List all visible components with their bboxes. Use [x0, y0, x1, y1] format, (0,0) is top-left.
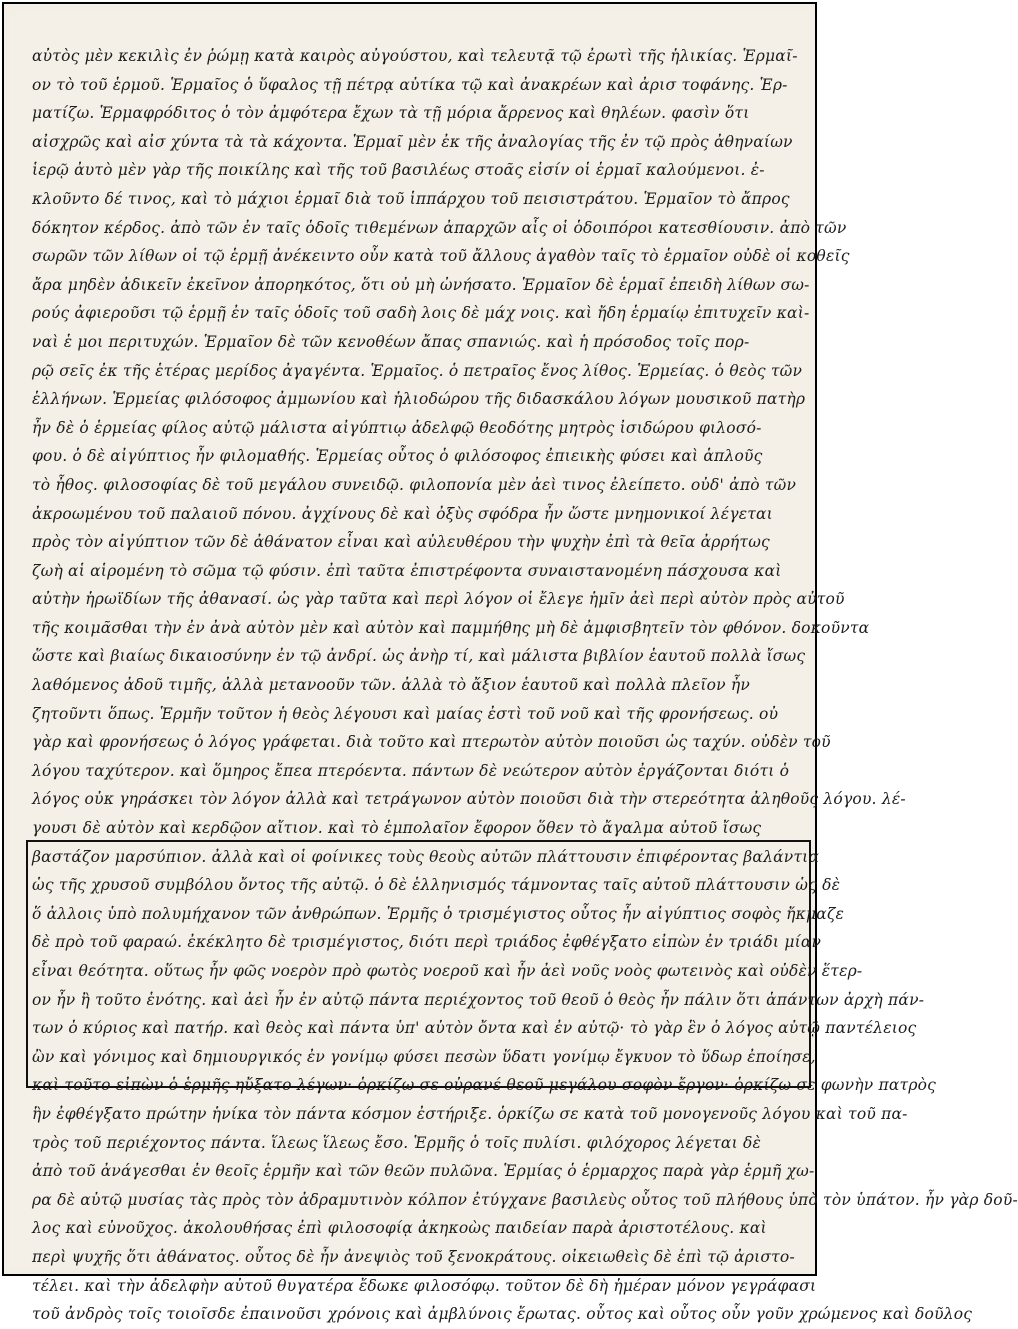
text-line: αἰσχρῶς καὶ αἰσ χύντα τὰ τὰ κάχοντα. Ἑρμαῖ μὲν ἐκ τῆς ἀναλογίας τῆς ἐν τῷ πρὸς ἀθηναίων: [32, 132, 793, 151]
text-line: ζωὴ αἱ αἱρομένη τὸ σῶμα τῷ φύσιν. ἐπὶ ταῦτα ἐπιστρέφοντα συναιστανομένη πάσχουσα καὶ: [32, 561, 782, 580]
text-line: λόγου ταχύτερον. καὶ ὅμηρος ἔπεα πτερόεντα. πάντων δὲ νεώτερον αὐτὸν ἐργάζονται διότι ὁ: [32, 761, 790, 780]
text-line: γουσι δὲ αὐτὸν καὶ κερδῷον αἴτιον. καὶ τὸ ἑμπολαῖον ἔφορον ὅθεν τὸ ἄγαλμα αὐτοῦ ἴσως: [32, 819, 762, 838]
text-line: δόκητον κέρδος. ἀπὸ τῶν ἐν ταῖς ὁδοῖς τιθεμένων ἀπαρχῶν αἷς οἱ ὁδοιπόροι κατεσθίουσιν. ἀπὸ τῶν: [32, 218, 847, 237]
text-line: ἄρα μηδὲν ἀδικεῖν ἐκεῖνον ἀπορηκότος, ὅτι οὐ μὴ ὠνήσατο. Ἑρμαῖον δὲ ἑρμαῖ ἐπειδὴ λίθων σω-: [32, 275, 810, 294]
text-line: ὅ ἀλλοις ὑπὸ πολυμήχανον τῶν ἀνθρώπων. Ἑρμῆς ὁ τρισμέγιστος οὗτος ἦν αἰγύπτιος σοφὸς ἤκμαζε: [32, 904, 845, 923]
text-line: σωρῶν τῶν λίθων οἱ τῷ ἑρμῇ ἀνέκειντο οὖν κατὰ τοῦ ἄλλους ἀγαθὸν ταῖς τὸ ἑρμαῖον οὐδὲ οἱ κοθεῖς: [32, 247, 850, 266]
text-line: ρα δὲ αὐτῷ μυσίας τὰς πρὸς τὸν ἀδραμυτινὸν κόλπον ἐτύγχανε βασιλεὺς οὗτος τοῦ πλήθους ὑπὸ τὸν ὑπάτον. ἦν γὰρ δοῦ-: [32, 1190, 1018, 1209]
greek-text-column: [32, 42, 1018, 1324]
text-line: λος καὶ εὐνοῦχος. ἀκολουθήσας ἐπὶ φιλοσοφίᾳ ἀκηκοὼς παιδείαν παρὰ ἀριστοτέλους. καὶ: [32, 1219, 767, 1238]
text-line: ἑλλήνων. Ἑρμείας φιλόσοφος ἀμμωνίου καὶ ἡλιοδώρου τῆς διδασκάλου λόγων μουσικοῦ πατὴρ: [32, 390, 806, 409]
text-line: ἦν δὲ ὁ ἑρμείας φίλος αὐτῷ μάλιστα αἰγύπτιῳ ἀδελφῷ θεοδότης μητρὸς ἰσιδώρου φιλοσό-: [32, 418, 762, 437]
text-line: αὐτὴν ἡρωϊδίων τῆς ἀθανασί. ὡς γὰρ ταῦτα καὶ περὶ λόγον οἱ ἔλεγε ἡμῖν ἀεὶ περὶ αὐτὸν πρὸς αὐτοῦ: [32, 590, 845, 609]
text-line: ἀπὸ τοῦ ἀνάγεσθαι ἐν θεοῖς ἑρμῆν καὶ τῶν θεῶν πυλῶνα. Ἑρμίας ὁ ἑρμαρχος παρὰ γὰρ ἑρμῆ χω-: [32, 1162, 815, 1181]
text-line: αὐτὸς μὲν κεκιλὶς ἐν ῥώμῃ κατὰ καιρὸς αὐγούστου, καὶ τελευτᾷ τῷ ἐρωτὶ τῆς ἡλικίας. Ἑρμαῖ-: [32, 47, 798, 65]
text-line: ρῷ σεῖς ἐκ τῆς ἑτέρας μερίδος ἀγαγέντα. Ἑρμαῖος. ὁ πετραῖος ἔνος λίθος. Ἑρμείας. ὁ θεὸς τῶν: [32, 361, 803, 380]
text-line: ἀκροωμένου τοῦ παλαιοῦ πόνου. ἀγχίνους δὲ καὶ ὀξὺς σφόδρα ἦν ὥστε μνημονικοί λέγεται: [32, 504, 773, 523]
text-line: ματίζω. Ἑρμαφρόδιτος ὁ τὸν ἀμφότερα ἔχων τὰ τῇ μόρια ἄρρενος καὶ θηλέων. φασὶν ὅτι: [32, 104, 750, 123]
text-line: λαθόμενος ἀδοῦ τιμῆς, ἀλλὰ μετανοοῦν τῶν. ἀλλὰ τὸ ἄξιον ἑαυτοῦ καὶ πολλὰ πλεῖον ἦν: [32, 676, 750, 695]
text-line: βαστάζον μαρσύπιον. ἀλλὰ καὶ οἱ φοίνικες τοὺς θεοὺς αὐτῶν πλάττουσιν ἐπιφέροντας βαλάντια: [32, 847, 820, 866]
text-line: τὸ ἦθος. φιλοσοφίας δὲ τοῦ μεγάλου συνειδῷ. φιλοπονία μὲν ἀεὶ τινος ἐλείπετο. οὐδ' ἀπὸ τῶν: [32, 475, 797, 494]
text-line: τοῦ ἀνδρὸς τοῖς τοιοῖσδε ἐπαινοῦσι χρόνοις καὶ ἀμβλύνοις ἔρωτας. οὗτος καὶ οὗτος οὗν γοῦν χρώμενος καὶ δοῦλος: [32, 1305, 973, 1324]
text-line: φου. ὁ δὲ αἰγύπτιος ἦν φιλομαθής. Ἑρμείας οὗτος ὁ φιλόσοφος ἐπιεικὴς φύσει καὶ ἁπλοῦς: [32, 447, 763, 466]
text-line: ὢν καὶ γόνιμος καὶ δημιουργικός ἐν γονίμῳ φύσει πεσὼν ὕδατι γονίμῳ ἔγκυον τὸ ὕδωρ ἐποίησε,: [32, 1047, 816, 1066]
text-line: περὶ ψυχῆς ὅτι ἀθάνατος. οὗτος δὲ ἦν ἀνεψιὸς τοῦ ξενοκράτους. οἰκειωθεὶς δὲ ἐπὶ τῷ ἀριστο-: [32, 1247, 795, 1266]
text-line: τέλει. καὶ τὴν ἀδελφὴν αὐτοῦ θυγατέρα ἔδωκε φιλοσόφῳ. τοῦτον δὲ δὴ ἡμέραν μόνον γεγράφασι: [32, 1276, 817, 1295]
text-line: ζητοῦντι ὅπως. Ἑρμῆν τοῦτον ἡ θεὸς λέγουσι καὶ μαίας ἐστὶ τοῦ νοῦ καὶ τῆς φρονήσεως. οὐ: [32, 704, 779, 723]
text-line: ὥστε καὶ βιαίως δικαιοσύνην ἐν τῷ ἀνδρί. ὡς ἀνὴρ τί, καὶ μάλιστα βιβλίον ἑαυτοῦ πολλὰ ἴσως: [32, 647, 806, 666]
text-line: των ὁ κύριος καὶ πατήρ. καὶ θεὸς καὶ πάντα ὑπ' αὐτὸν ὄντα καὶ ἐν αὐτῷ· τὸ γὰρ ἓν ὁ λόγος αὐτῷ παντέλειος: [32, 1019, 917, 1038]
text-line: λόγος οὐκ γηράσκει τὸν λόγον ἀλλὰ καὶ τετράγωνον αὐτὸν ποιοῦσι διὰ τὴν στερεότητα ἀληθοῦς λόγου. λέ-: [32, 790, 906, 809]
text-line: εἶναι θεότητα. οὕτως ἦν φῶς νοερὸν πρὸ φωτὸς νοεροῦ καὶ ἦν ἀεὶ νοῦς νοὸς φωτεινὸς καὶ οὐδὲν ἕτερ-: [32, 962, 863, 980]
text-line: πρὸς τὸν αἰγύπτιον τῶν δὲ ἀθάνατον εἶναι καὶ αὐλευθέρου τὴν ψυχὴν ἐπὶ τὰ θεῖα ἀρρήτως: [32, 533, 770, 552]
text-line: ἣν ἐφθέγξατο πρώτην ἡνίκα τὸν πάντα κόσμον ἐστήριξε. ὁρκίζω σε κατὰ τοῦ μονογενοῦς λόγου καὶ τοῦ πα-: [32, 1104, 908, 1123]
page-frame: [2, 2, 1018, 1324]
text-line: ἱερῷ ἀυτὸ μὲν γὰρ τῆς ποικίλης καὶ τῆς τοῦ βασιλέως στοᾶς εἰσίν οἱ ἑρμαῖ καλούμενοι. ἐ-: [32, 161, 765, 180]
text-line: ναὶ ἑ μοι περιτυχών. Ἑρμαῖον δὲ τῶν κενοθέων ἄπας σπανιώς. καὶ ἡ πρόσοδος τοῖς πορ-: [32, 332, 750, 351]
text-line: τῆς κοιμᾶσθαι τὴν ἐν ἀνὰ αὐτὸν μὲν καὶ αὐτὸν καὶ παμμήθης μὴ δὲ ἀμφισβητεῖν τὸν φθόνον. δοκοῦντα: [32, 618, 870, 637]
text-line: καὶ τοῦτο εἰπὼν ὁ ἑρμῆς ηὔξατο λέγων· ὁρκίζω σε οὐρανέ θεοῦ μεγάλου σοφὸν ἔργον· ὁρκίζω σε φωνὴν πατρὸς: [32, 1076, 937, 1095]
text-line: τρὸς τοῦ περιέχοντος πάντα. ἵλεως ἵλεως ἔσο. Ἑρμῆς ὁ τοῖς πυλίσι. φιλόχορος λέγεται δὲ: [32, 1133, 762, 1152]
text-line: ον ἦν ἢ τοῦτο ἑνότης. καὶ ἀεὶ ἦν ἐν αὐτῷ πάντα περιέχοντος τοῦ θεοῦ ὁ θεὸς ἦν πάλιν ὅτι ἁπάντων ἀρχὴ πάν-: [32, 990, 925, 1009]
text-line: κλοῦντο δέ τινος, καὶ τὸ μάχιοι ἑρμαῖ διὰ τοῦ ἱππάρχου τοῦ πεισιστράτου. Ἑρμαῖον τὸ ἄπρος: [32, 189, 790, 208]
text-line: γὰρ καὶ φρονήσεως ὁ λόγος γράφεται. διὰ τοῦτο καὶ πτερωτὸν αὐτὸν ποιοῦσι ὡς ταχύν. οὐδὲν τοῦ: [32, 733, 831, 752]
text-line: ρούς ἀφιεροῦσι τῷ ἑρμῇ ἐν ταῖς ὁδοῖς τοῦ σαδὴ λοις δὲ μάχ νοις. καὶ ἤδη ἑρμαίῳ ἐπιτυχεῖν καὶ-: [32, 304, 810, 323]
text-line: ον τὸ τοῦ ἑρμοῦ. Ἑρμαῖος ὁ ὕφαλος τῇ πέτρᾳ αὐτίκα τῷ καὶ ἀνακρέων καὶ ἀρισ τοφάνης. Ἑρ-: [32, 75, 788, 94]
text-line: ὡς τῆς χρυσοῦ συμβόλου ὄντος τῆς αὐτῷ. ὁ δὲ ἑλληνισμός τάμνοντας ταῖς αὐτοῦ πλάττουσιν ὡς δὲ: [32, 876, 841, 895]
text-line: δὲ πρὸ τοῦ φαραώ. ἐκέκλητο δὲ τρισμέγιστος, διότι περὶ τριάδος ἐφθέγξατο εἰπὼν ἐν τριάδι μίαν: [32, 933, 822, 952]
